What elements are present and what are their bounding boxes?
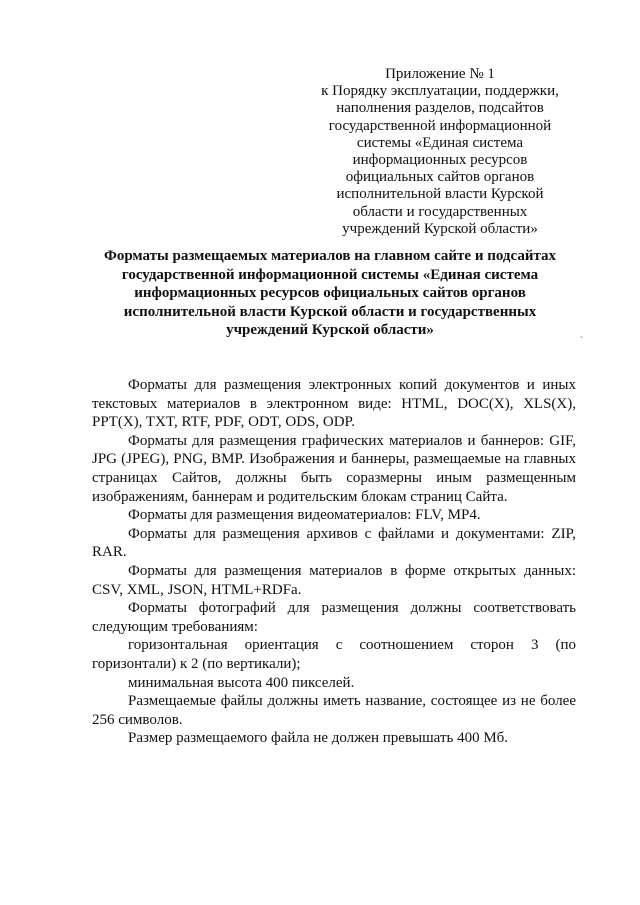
- paragraph-archive-formats: Форматы для размещения архивов с файлами и документами: ZIP, RAR.: [92, 525, 576, 561]
- paragraph-photo-requirements: Форматы фотографий для размещения должны соответствовать следующим требованиям:: [92, 600, 576, 635]
- title-line: информационных ресурсов официальных сайтов органов: [134, 285, 526, 302]
- annex-line: информационных ресурсов: [352, 152, 528, 169]
- title-line: исполнительной власти Курской области и государственных: [123, 303, 537, 320]
- paragraph-file-size: Размер размещаемого файла не должен превышать 400 Мб.: [128, 730, 509, 747]
- title-line: государственной информационной системы «Единая система: [121, 266, 539, 283]
- paragraph-text-formats: Форматы для размещения электронных копий документов и иных текстовых материалов в электронном виде: HTML, DOC(X), XLS(X), PPT(X), TXT, RTF, PDF, ODT, ODS, ODP.: [92, 377, 576, 431]
- title-line: учреждений Курской области»: [226, 322, 434, 339]
- annex-line: к Порядку эксплуатации, поддержки,: [321, 83, 559, 100]
- document-title: [80, 247, 580, 340]
- annex-line: системы «Единая система: [356, 134, 524, 151]
- paragraph-file-name-length: Размещаемые файлы должны иметь название, состоящее из не более 256 символов.: [92, 693, 576, 728]
- paragraph-photo-min-height: минимальная высота 400 пикселей.: [128, 674, 355, 691]
- annex-line: Приложение № 1: [385, 66, 495, 82]
- title-line: Форматы размещаемых материалов на главном сайте и подсайтах: [103, 248, 557, 264]
- annex-line: официальных сайтов органов: [345, 169, 535, 186]
- paragraph-image-formats: Форматы для размещения графических материалов и баннеров: GIF, JPG (JPEG), PNG, BMP. Изображения и баннеры, размещаемые на главных страницах Сайтов, должны быть соразмерны иным размещенным изображениям, баннерам и родительским блокам страниц Сайта.: [92, 432, 576, 505]
- annex-line: государственной информационной: [328, 117, 552, 134]
- annex-line: области и государственных: [352, 203, 528, 220]
- annex-line: исполнительной власти Курской: [336, 186, 544, 203]
- paragraph-open-data-formats: Форматы для размещения материалов в форме открытых данных: CSV, XML, JSON, HTML+RDFa.: [92, 562, 576, 598]
- annex-line: наполнения разделов, подсайтов: [336, 100, 544, 117]
- stray-mark: ˋ: [580, 336, 584, 347]
- paragraph-photo-orientation: горизонтальная ориентация с соотношением сторон 3 (по горизонтали) к 2 (по вертикали);: [92, 637, 576, 672]
- document-body: [92, 376, 576, 748]
- annex-line: учреждений Курской области»: [342, 220, 538, 237]
- annex-header: [300, 66, 580, 238]
- paragraph-video-formats: Форматы для размещения видеоматериалов: FLV, MP4.: [128, 507, 481, 524]
